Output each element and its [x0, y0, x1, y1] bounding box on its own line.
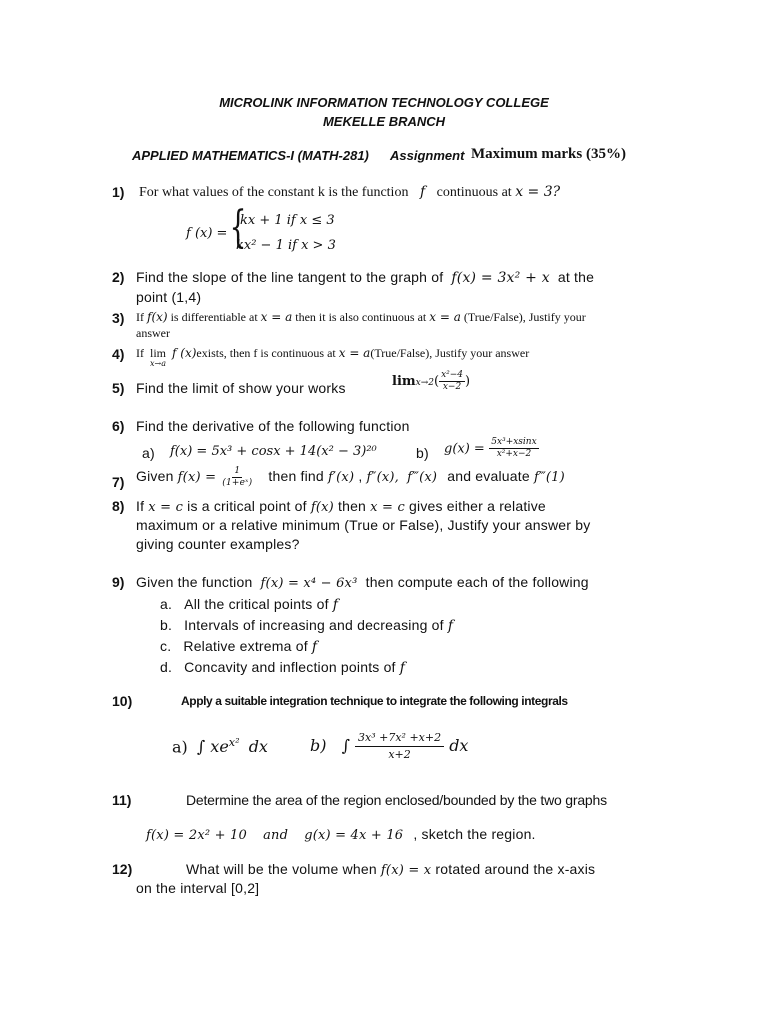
q9-number: 9) — [112, 574, 125, 590]
q9-item-a: a. All the critical points of f — [160, 596, 339, 613]
q2-number: 2) — [112, 269, 125, 285]
q6-expr-b: g(x) = $\frac{\text{5x³+xsinx}}{\text{x²+x−2}}$ — [444, 437, 537, 459]
q1-piecewise-lhs: f (x) = — [186, 226, 228, 241]
q4-limit: lim x→a — [150, 346, 167, 368]
branch-name: MEKELLE BRANCH — [322, 114, 446, 129]
assignment-label: Assignment — [390, 148, 465, 163]
q12-text-line2: on the interval [0,2] — [136, 880, 260, 896]
q8-text-line2: maximum or a relative minimum (True or False), Justify your answer by — [136, 517, 591, 533]
q9-text: Given the function f(x) = x⁴ − 6x³ then compute each of the following — [136, 574, 589, 591]
q3-number: 3) — [112, 310, 125, 326]
q2-text-line2: point (1,4) — [136, 289, 202, 305]
q7-fraction: $\frac{1}{\text{(1+eˣ)}}$ — [222, 466, 253, 488]
q1-case-1: kx + 1 if x ≤ 3 — [240, 213, 335, 228]
q1-case-2: kx² − 1 if x > 3 — [236, 238, 336, 253]
q11-number: 11) — [112, 792, 132, 808]
q5-number: 5) — [112, 380, 125, 396]
q3-text-line2: answer — [136, 326, 170, 340]
q3-text: If f(x) is differentiable at x = a then it is also continuous at x = a (True/False), Justify your — [136, 310, 586, 324]
q5-limit-expr: limx→2( $\frac{\text{x²−4}}{x-2}$ ) — [392, 370, 471, 392]
q10-number: 10) — [112, 693, 133, 709]
q10-text: Apply a suitable integration technique to integrate the following integrals — [181, 694, 568, 708]
q4-number: 4) — [112, 346, 125, 362]
q1-number: 1) — [112, 184, 125, 200]
q12-text: What will be the volume when f(x) = x rotated around the x-axis — [186, 861, 596, 878]
q11-text: Determine the area of the region enclosed/bounded by the two graphs — [186, 792, 607, 808]
q6-text: Find the derivative of the following function — [136, 418, 410, 434]
q8-text: If x = c is a critical point of f(x) then x = c gives either a relative — [136, 498, 546, 515]
maximum-marks: Maximum marks (35%) — [471, 146, 626, 162]
course-title: APPLIED MATHEMATICS-I (MATH-281) — [132, 148, 369, 163]
q6-number: 6) — [112, 418, 125, 434]
q6-expr-a: f(x) = 5x³ + cosx + 14(x² − 3)²⁰ — [170, 444, 377, 459]
q7-number: 7) — [112, 474, 125, 490]
q4-text: If lim x→a f (x)exists, then f is continuous at x = a(True/False), Justify your answer — [136, 346, 530, 368]
q9-item-b: b. Intervals of increasing and decreasing of f — [160, 617, 454, 634]
q2-text: Find the slope of the line tangent to the graph of f(x) = 3x² + x at the — [136, 269, 595, 286]
q1-text: For what values of the constant k is the function f continuous at x = 3? — [139, 184, 561, 200]
q6-fraction: $\frac{\text{5x³+xsinx}}{\text{x²+x−2}}$ — [491, 437, 537, 459]
q10-fraction: $\frac{\text{3x³ +7x² +x+2}}{x+2}$ — [355, 730, 444, 763]
q6-label-b: b) — [416, 445, 429, 461]
college-name: MICROLINK INFORMATION TECHNOLOGY COLLEGE — [219, 95, 549, 110]
q6-label-a: a) — [142, 445, 155, 461]
q8-text-line3: giving counter examples? — [136, 536, 300, 552]
q10-integral-a: a) ∫ $xe^{x^2}$ dx — [172, 736, 268, 757]
q5-text: Find the limit of show your works — [136, 380, 346, 396]
q10-integral-b: b) ∫ $\frac{\text{3x³ +7x² +x+2}}{x+2}$ dx — [310, 731, 469, 761]
q8-number: 8) — [112, 498, 125, 514]
q9-item-c: c. Relative extrema of f — [160, 638, 318, 655]
q11-expr-line: f(x) = 2x² + 10 and g(x) = 4x + 16 , sketch the region. — [146, 826, 536, 843]
q1-brace: { — [229, 202, 247, 253]
q12-number: 12) — [112, 861, 133, 877]
q7-text: Given f(x) = $\frac{1}{\text{(1+eˣ)}}$ then find f′(x) , f″(x), f‴(x) and evaluate f‴(1) — [136, 466, 565, 488]
q9-item-d: d. Concavity and inflection points of f — [160, 659, 406, 676]
q5-fraction: $\frac{\text{x²−4}}{x-2}$ — [441, 370, 464, 392]
